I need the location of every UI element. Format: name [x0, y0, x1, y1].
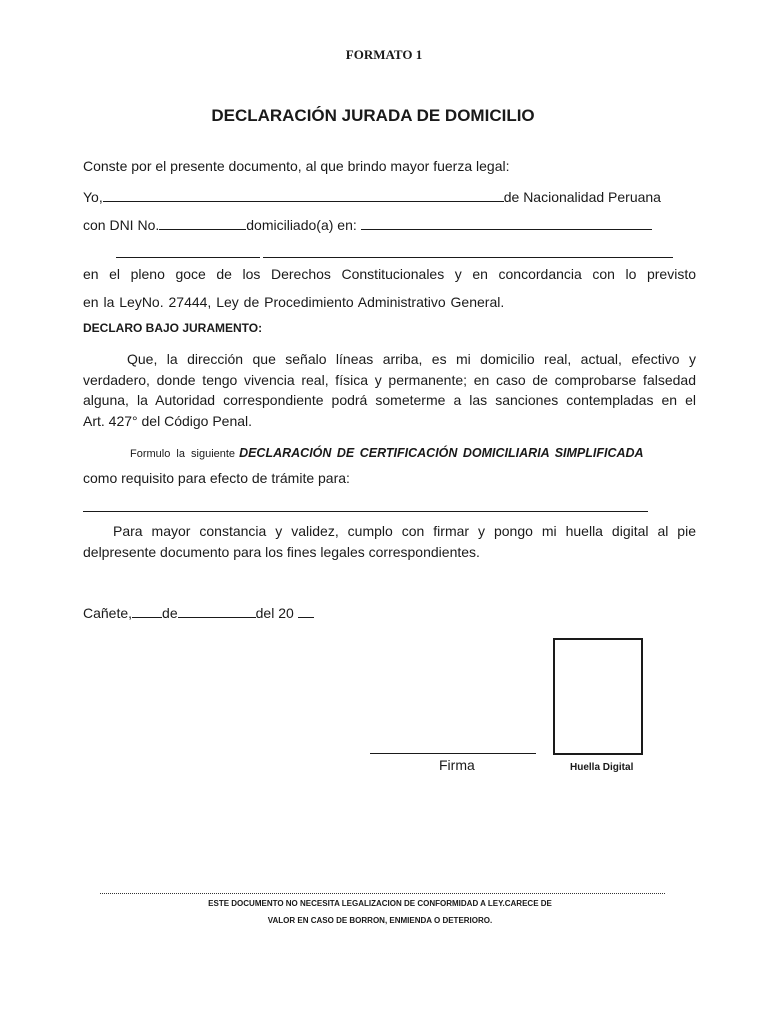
domicile-label: domiciliado(a) en:	[246, 217, 357, 233]
dni-line	[83, 217, 652, 233]
address-continuation-blank-1[interactable]	[116, 257, 260, 258]
formulo-prefix: Formulo la siguiente	[130, 448, 236, 460]
oath-line-3: alguna, la Autoridad correspondiente podrá someterme a las sanciones contempladas en el	[83, 392, 696, 408]
oath-line-2: verdadero, donde tengo vivencia real, física y permanente; en caso de comprobarse falsedad	[83, 372, 696, 388]
name-line	[83, 189, 661, 205]
procedure-blank[interactable]	[83, 511, 648, 512]
document-title: DECLARACIÓN JURADA DE DOMICILIO	[211, 106, 535, 125]
fingerprint-box[interactable]	[553, 638, 643, 755]
date-line	[83, 605, 314, 621]
year-blank[interactable]	[298, 605, 314, 618]
nationality-text: de Nacionalidad Peruana	[503, 189, 661, 205]
fingerprint-label: Huella Digital	[570, 762, 634, 773]
signature-line[interactable]	[370, 753, 536, 754]
constancy-line-1: Para mayor constancia y validez, cumplo con firmar y pongo mi huella digital al pie	[113, 523, 696, 539]
oath-line-1: Que, la dirección que señalo líneas arriba, es mi domicilio real, actual, efectivo y	[127, 351, 696, 367]
date-de: de	[162, 605, 178, 621]
date-city: Cañete,	[83, 605, 133, 621]
constancy-line-2: delpresente documento para los fines legales correspondientes.	[83, 544, 480, 560]
address-blank[interactable]	[361, 217, 652, 230]
footer-line-2: VALOR EN CASO DE BORRON, ENMIENDA O DETERIORO.	[267, 916, 493, 925]
footer-divider	[100, 893, 665, 894]
certification-title: DECLARACIÓN DE CERTIFICACIÓN DOMICILIARIA SIMPLIFICADA	[239, 446, 644, 460]
footer-line-1: ESTE DOCUMENTO NO NECESITA LEGALIZACION DE CONFORMIDAD A LEY.CARECE DE	[208, 899, 552, 908]
rights-line-1: en el pleno goce de los Derechos Constitucionales y en concordancia con lo previsto	[83, 266, 696, 282]
yo-prefix: Yo,	[83, 189, 103, 205]
month-blank[interactable]	[178, 605, 256, 618]
signature-label: Firma	[439, 757, 475, 773]
address-continuation-blank-2[interactable]	[263, 257, 673, 258]
day-blank[interactable]	[132, 605, 162, 618]
dni-blank[interactable]	[159, 217, 246, 230]
date-del: del 20	[255, 605, 294, 621]
format-label: FORMATO 1	[345, 47, 423, 62]
intro-text: Conste por el presente documento, al que brindo mayor fuerza legal:	[83, 158, 510, 174]
dni-prefix: con DNI No.	[83, 217, 160, 233]
requirement-text: como requisito para efecto de trámite para:	[83, 470, 350, 486]
name-blank[interactable]	[103, 189, 504, 202]
formulo-line	[130, 444, 644, 462]
declaro-heading: DECLARO BAJO JURAMENTO:	[83, 321, 263, 335]
oath-line-4: Art. 427° del Código Penal.	[83, 413, 253, 429]
rights-line-2: en la LeyNo. 27444, Ley de Procedimiento Administrativo General.	[83, 294, 505, 310]
